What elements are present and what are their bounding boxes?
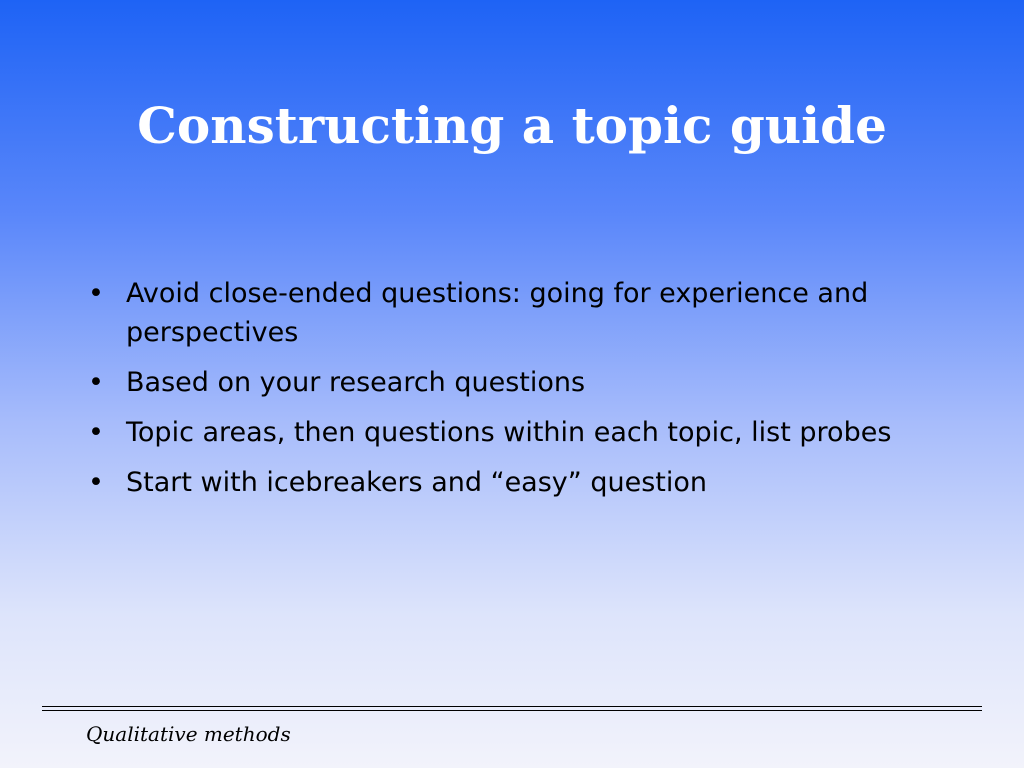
bullet-marker: • (88, 467, 104, 498)
bullet-list (86, 274, 916, 513)
bullet-marker: • (88, 278, 104, 309)
bullet-item (86, 274, 916, 352)
bullet-marker: • (88, 417, 104, 448)
bullet-item (86, 463, 916, 502)
footer-divider (42, 710, 982, 711)
footer-divider (42, 706, 982, 707)
slide-title: Constructing a topic guide (137, 96, 887, 155)
bullet-item (86, 413, 916, 452)
bullet-marker: • (88, 367, 104, 398)
bullet-text: Based on your research questions (126, 367, 586, 398)
bullet-text: Start with icebreakers and “easy” question (126, 467, 707, 498)
bullet-item (86, 363, 916, 402)
bullet-text: Avoid close-ended questions: going for experience and perspectives (126, 278, 869, 348)
bullet-text: Topic areas, then questions within each topic, list probes (126, 417, 892, 448)
footer-text: Qualitative methods (86, 722, 291, 746)
